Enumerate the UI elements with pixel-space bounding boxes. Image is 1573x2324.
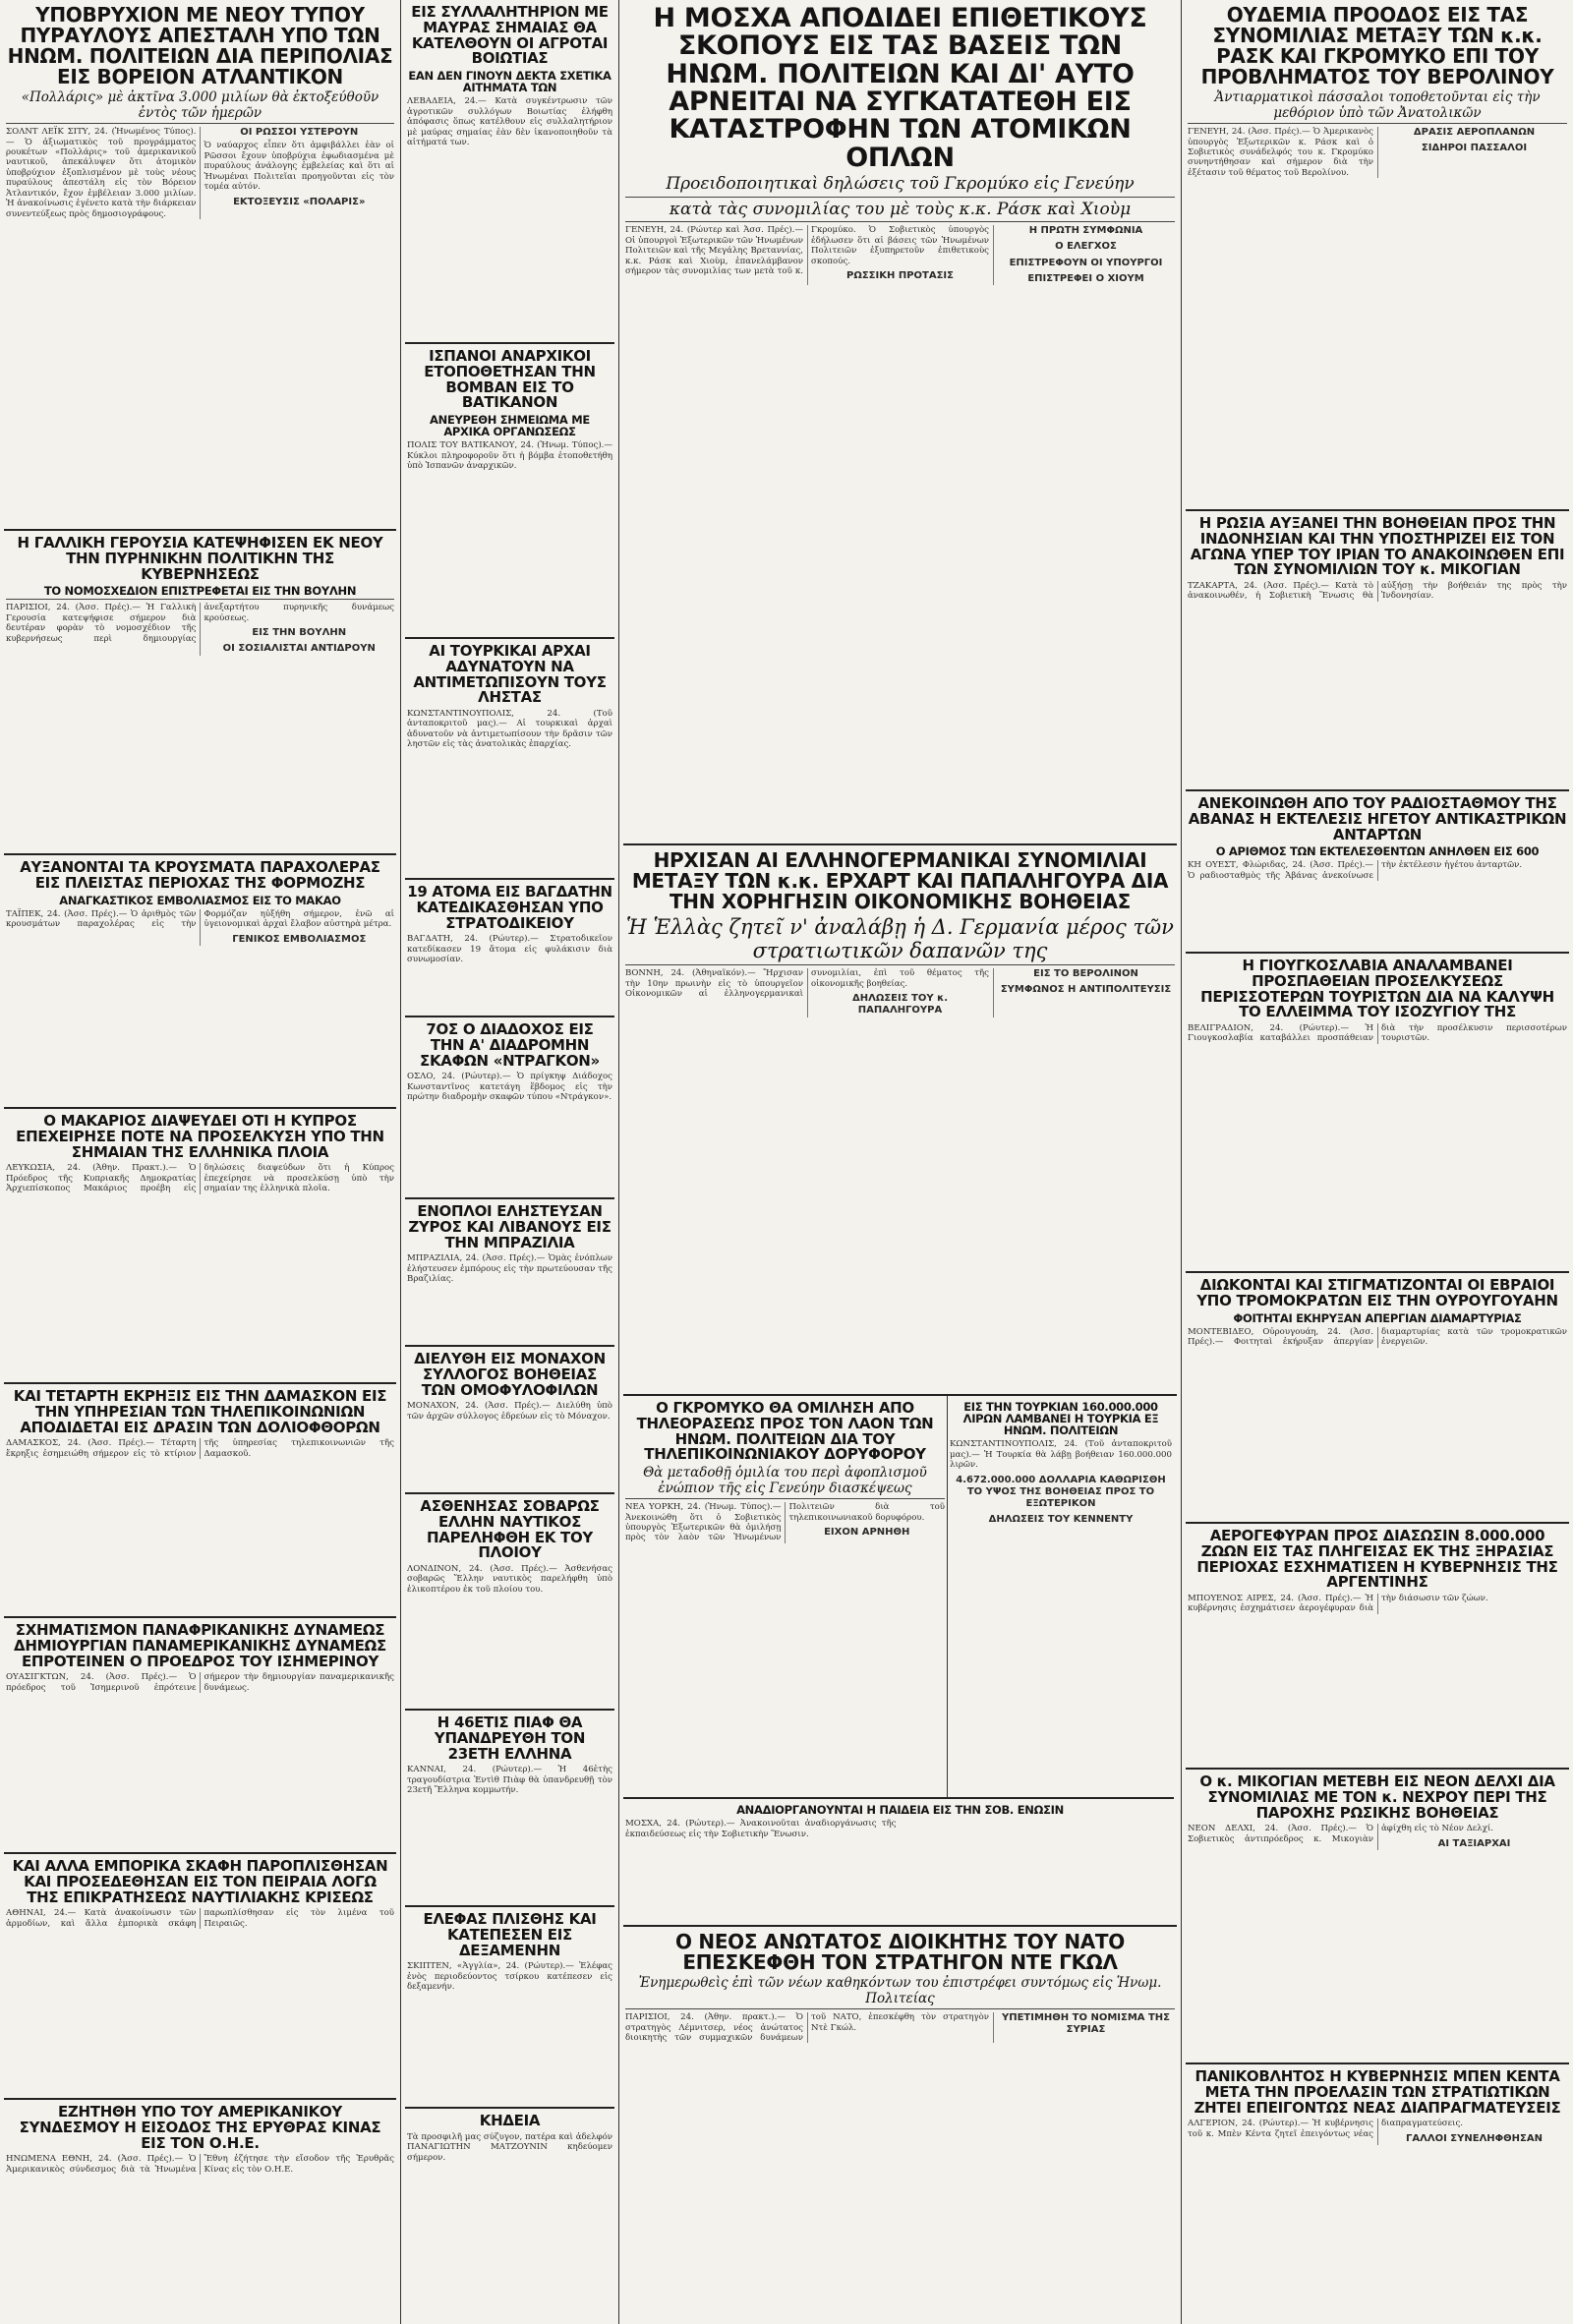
article-body: Τὰ προσφιλῆ μας σύζυγον, πατέρα καὶ ἀδελφόν ΠΑΝΑΓΙΩΤΗΝ ΜΑΤΖΟΥΝΙΝ κηδεύομεν σήμερον. [407, 2131, 612, 2163]
headline: Η ΡΩΣΙΑ ΑΥΞΑΝΕΙ ΤΗΝ ΒΟΗΘΕΙΑΝ ΠΡΟΣ ΤΗΝ ΙΝΔΟΝΗΣΙΑΝ ΚΑΙ ΤΗΝ ΥΠΟΣΤΗΡΙΖΕΙ ΕΙΣ ΤΟΝ ΑΓΩΝΑ ΥΠΕΡ ΤΟΥ ΙΡΙΑΝ ΤΟ ΑΝΑΚΟΙΝΩΘΕΝ ΕΠΙ ΤΩΝ ΣΥΝΟΜΙΛΙΩΝ ΤΟΥ κ. ΜΙΚΟΓΙΑΝ [1190, 514, 1565, 579]
article-piraeus-ships [4, 1854, 396, 2100]
headline: ΑΙ ΤΟΥΡΚΙΚΑΙ ΑΡΧΑΙ ΑΔΥΝΑΤΟΥΝ ΝΑ ΑΝΤΙΜΕΤΩΠΙΣΟΥΝ ΤΟΥΣ ΛΗΣΤΑΣ [413, 642, 607, 707]
article-body: ΜΟΝΑΧΟΝ, 24. (Ἀσσ. Πρές).— Διελύθη ὑπὸ τῶν ἀρχῶν σύλλογος ἐδρεύων εἰς τὸ Μόναχον. [407, 1401, 612, 1422]
headline: Ο ΝΕΟΣ ΑΝΩΤΑΤΟΣ ΔΙΟΙΚΗΤΗΣ ΤΟΥ ΝΑΤΟ ΕΠΕΣΚΕΦΘΗ ΤΟΝ ΣΤΡΑΤΗΓΟΝ ΝΤΕ ΓΚΩΛ [675, 1930, 1125, 1974]
headline: ΥΠΟΒΡΥΧΙΟΝ ΜΕ ΝΕΟΥ ΤΥΠΟΥ ΠΥΡΑΥΛΟΥΣ ΑΠΕΣΤΑΛΗ ΥΠΟ ΤΩΝ ΗΝΩΜ. ΠΟΛΙΤΕΙΩΝ ΔΙΑ ΠΕΡΙΠΟΛΙΑΣ ΕΙΣ ΒΟΡΕΙΟΝ ΑΤΛΑΝΤΙΚΟΝ [7, 3, 393, 88]
article-vatican-bomb [405, 344, 614, 639]
subheadline: ΑΝΑΓΚΑΣΤΙΚΟΣ ΕΜΒΟΛΙΑΣΜΟΣ ΕΙΣ ΤΟ ΜΑΚΑΟ [59, 893, 341, 907]
headline: Η ΜΟΣΧΑ ΑΠΟΔΙΔΕΙ ΕΠΙΘΕΤΙΚΟΥΣ ΣΚΟΠΟΥΣ ΕΙΣ ΤΑΣ ΒΑΣΕΙΣ ΤΩΝ ΗΝΩΜ. ΠΟΛΙΤΕΙΩΝ ΚΑΙ ΔΙ' ΑΥΤΟ ΑΡΝΕΙΤΑΙ ΝΑ ΣΥΓΚΑΤΑΤΕΘΗ ΕΙΣ ΚΑΤΑΣΤΡΟΦΗΝ ΤΩΝ ΑΤΟΜΙΚΩΝ ΟΠΛΩΝ [653, 3, 1147, 173]
subheadline: «Πολλάρις» μὲ ἀκτῖνα 3.000 μιλίων θὰ ἐκτοξεύθοῦν ἐντὸς τῶν ἡμερῶν [6, 90, 394, 124]
article-body: ΚΑΝΝΑΙ, 24. (Ρώυτερ).— Ἡ 46ἑτὴς τραγουδίστρια Ἐντὶθ Πιὰφ θὰ ὑπανδρευθῇ τὸν 23ετῆ Ἕλληνα κομμωτήν. [407, 1765, 612, 1796]
subheadline: ΤΟ ΝΟΜΟΣΧΕΔΙΟΝ ΕΠΙΣΤΡΕΦΕΤΑΙ ΕΙΣ ΤΗΝ ΒΟΥΛΗΝ [6, 585, 394, 600]
article-body: ΜΟΝΤΕΒΙΔΕΟ, Οὐρουγουάη, 24. (Ἀσσ. Πρές).— Φοιτηταὶ ἐκήρυξαν ἀπεργίαν διαμαρτυρίας κατὰ τῶν τρομοκρατικῶν ἐνεργειῶν. [1188, 1326, 1567, 1348]
article-body: ΝΕΟΝ ΔΕΛΧΙ, 24. (Ἀσσ. Πρές).— Ὁ Σοβιετικὸς ἀντιπρόεδρος κ. Μικογιὰν ἀφίχθη εἰς τὸ Νέον Δελχί. ΑΙ ΤΑΞΙΑΡΧΑΙ [1188, 1824, 1511, 1849]
headline: ΕΝΟΠΛΟΙ ΕΛΗΣΤΕΥΣΑΝ ΖΥΡΟΣ ΚΑΙ ΛΙΒΑΝΟΥΣ ΕΙΣ ΤΗΝ ΜΠΡΑΖΙΛΙΑ [408, 1202, 612, 1251]
article-yugoslavia-tourism [1186, 954, 1569, 1273]
headline: ΠΑΝΙΚΟΒΛΗΤΟΣ Η ΚΥΒΕΡΝΗΣΙΣ ΜΠΕΝ ΚΕΝΤΑ ΜΕΤΑ ΤΗΝ ΠΡΟΕΛΑΣΙΝ ΤΩΝ ΣΤΡΑΤΙΩΤΙΚΩΝ ΖΗΤΕΙ ΕΠΕΙΓΟΝΤΩΣ ΝΕΑΣ ΔΙΑΠΡΑΓΜΑΤΕΥΣΕΙΣ [1194, 2067, 1561, 2117]
subheadline-2: κατὰ τὰς συνομιλίας του μὲ τοὺς κ.κ. Ράσκ καὶ Χιοὺμ [625, 201, 1175, 223]
article-uruguay-jews [1186, 1273, 1569, 1524]
article-brasilia-robbery [405, 1199, 614, 1347]
article-nato-commander [623, 1927, 1177, 2324]
article-sailor [405, 1494, 614, 1711]
headline: ΗΡΧΙΣΑΝ ΑΙ ΕΛΛΗΝΟΓΕΡΜΑΝΙΚΑΙ ΣΥΝΟΜΙΛΙΑΙ ΜΕΤΑΞΥ ΤΩΝ κ.κ. ΕΡΧΑΡΤ ΚΑΙ ΠΑΠΑΛΗΓΟΥΡΑ ΔΙΑ ΤΗΝ ΧΟΡΗΓΗΣΙΝ ΟΙΚΟΝΟΜΙΚΗΣ ΒΟΗΘΕΙΑΣ [631, 848, 1169, 913]
article-baghdad [405, 880, 614, 1017]
article-body: ΚΗ ΟΥΕΣΤ, Φλώριδας, 24. (Ἀσσ. Πρές).— Ὁ ραδιοσταθμὸς τῆς Ἀβάνας ἀνεκοίνωσε τὴν ἐκτέλεσιν ἡγέτου ἀνταρτῶν. [1188, 860, 1523, 881]
article-dragon-race [405, 1017, 614, 1199]
subheadline: Θὰ μεταδοθῇ ὁμιλία του περὶ ἀφοπλισμοῦ ἐνώπιον τῆς εἰς Γενεύην διασκέψεως [625, 1466, 945, 1499]
article-body: ΚΩΝΣΤΑΝΤΙΝΟΥΠΟΛΙΣ, 24. (Τοῦ ἀνταποκριτοῦ μας).— Ἡ Τουρκία θὰ λάβῃ βοήθειαν 160.000.000 λιρῶν. 4.672.000.000 ΔΟΛΛΑΡΙΑ ΚΑΘΩΡΙΣΘΗ ΤΟ ΥΨΟΣ ΤΗΣ ΒΟΗΘΕΙΑΣ ΠΡΟΣ ΤΟ ΕΞΩΤΕΡΙΚΟΝ ΔΗΛΩΣΕΙΣ ΤΟΥ ΚΕΝΝΕΝΤΥ [950, 1439, 1172, 1526]
subheadline: Προειδοποιητικαὶ δηλώσεις τοῦ Γκρομύκο εἰς Γενεύην [625, 175, 1175, 198]
article-body: ΣΚΙΠΤΕΝ, «Ἀγγλία», 24. (Ρώυτερ).— Ἐλέφας ἐνὸς περιοδεύοντος τσίρκου κατέπεσεν εἰς δεξαμενήν. [407, 1961, 612, 1993]
subheadline: Ο ΑΡΙΘΜΟΣ ΤΩΝ ΕΚΤΕΛΕΣΘΕΝΤΩΝ ΑΝΗΛΘΕΝ ΕΙΣ 600 [1215, 844, 1540, 859]
article-havana [1186, 791, 1569, 954]
article-body: ΗΝΩΜΕΝΑ ΕΘΝΗ, 24. (Ἀσσ. Πρές).— Ὁ Ἀμερικανικὸς σύνδεσμος διὰ τὰ Ἡνωμένα Ἔθνη ἐζήτησε τὴν εἴσοδον τῆς Ἐρυθρᾶς Κίνας εἰς τὸν Ο.Η.Ε. [6, 2154, 394, 2175]
headline: ΔΙΕΛΥΘΗ ΕΙΣ ΜΟΝΑΧΟΝ ΣΥΛΛΟΓΟΣ ΒΟΗΘΕΙΑΣ ΤΩΝ ΟΜΟΦΥΛΟΦΙΛΩΝ [414, 1350, 606, 1399]
article-funeral-notice [405, 2109, 614, 2324]
subheadline: ΦΟΙΤΗΤΑΙ ΕΚΗΡΥΞΑΝ ΑΠΕΡΓΙΑΝ ΔΙΑΜΑΡΤΥΡΙΑΣ [1233, 1310, 1522, 1325]
headline: ΚΗΔΕΙΑ [479, 2112, 541, 2129]
article-greek-german-talks [623, 845, 1177, 1396]
article-munich-society [405, 1347, 614, 1494]
headline: Η 46ΕΤΙΣ ΠΙΑΦ ΘΑ ΥΠΑΝΔΡΕΥΘΗ ΤΟΝ 23ΕΤΗ ΕΛΛΗΝΑ [434, 1714, 586, 1763]
article-moscow-bases [623, 0, 1177, 845]
subheadline: Ἐνημερωθεὶς ἐπὶ τῶν νέων καθηκόντων του ἐπιστρέφει συντόμως εἰς Ἡνωμ. Πολιτείας [625, 1976, 1175, 2009]
headline: ΑΝΕΚΟΙΝΩΘΗ ΑΠΟ ΤΟΥ ΡΑΔΙΟΣΤΑΘΜΟΥ ΤΗΣ ΑΒΑΝΑΣ Η ΕΚΤΕΛΕΣΙΣ ΗΓΕΤΟΥ ΑΝΤΙΚΑΣΤΡΙΚΩΝ ΑΝΤΑΡΤΩΝ [1188, 794, 1567, 843]
article-turkey-aid [948, 1396, 1174, 1799]
headline: Ο ΜΑΚΑΡΙΟΣ ΔΙΑΨΕΥΔΕΙ ΟΤΙ Η ΚΥΠΡΟΣ ΕΠΕΧΕΙΡΗΣΕ ΠΟΤΕ ΝΑ ΠΡΟΣΕΛΚΥΣΗ ΥΠΟ ΤΗΝ ΣΗΜΑΙΑΝ ΤΗΣ ΕΛΛΗΝΙΚΑ ΠΛΟΙΑ [16, 1112, 384, 1161]
article-body: ΟΣΛΟ, 24. (Ρώυτερ).— Ὁ πρίγκηψ Διάδοχος Κωνσταντῖνος κατετάγη ἕβδομος εἰς τὴν πρώτην διαδρομὴν σκαφῶν τύπου «Ντράγκον». [407, 1072, 612, 1103]
article-argentina-airlift [1186, 1524, 1569, 1770]
article-body: ΜΠΟΥΕΝΟΣ ΑΙΡΕΣ, 24. (Ἀσσ. Πρές).— Ἡ κυβέρνησις ἐσχημάτισεν ἀερογέφυραν διὰ τὴν διάσωσιν τῶν ζώων. [1188, 1594, 1488, 1614]
article-piaf [405, 1711, 614, 1907]
subheadline: Ἀντιαρματικοὶ πάσσαλοι τοποθετοῦνται εἰς τὴν μεθόριον ὑπὸ τῶν Ἀνατολικῶν [1188, 90, 1567, 124]
headline: ΕΙΣ ΣΥΛΛΑΛΗΤΗΡΙΟΝ ΜΕ ΜΑΥΡΑΣ ΣΗΜΑΙΑΣ ΘΑ ΚΑΤΕΛΘΟΥΝ ΟΙ ΑΓΡΟΤΑΙ ΒΟΙΩΤΙΑΣ [411, 3, 609, 68]
headline: ΑΥΞΑΝΟΝΤΑΙ ΤΑ ΚΡΟΥΣΜΑΤΑ ΠΑΡΑΧΟΛΕΡΑΣ ΕΙΣ ΠΛΕΙΣΤΑΣ ΠΕΡΙΟΧΑΣ ΤΗΣ ΦΟΡΜΟΖΗΣ [20, 858, 380, 892]
article-red-china-un [4, 2100, 396, 2324]
article-berlin-talks [1186, 0, 1569, 511]
article-body: ΣΟΛΝΤ ΛΕΪΚ ΣΙΤΥ, 24. (Ἡνωμένος Τύπος).— Ὁ ἀξιωματικὸς τοῦ προγράμματος ρουκέτων «Πολλάρις» τοῦ ἀμερικανικοῦ ναυτικοῦ, ἀπεκάλυψεν ὅτι ἀτομικὸν ὑποβρύχιον ἐξοπλισμένον μὲ τοὺς νέους πυραύλους ἀπεστάλη εἰς τὸν Βόρειον Ἀτλαντικόν, ἔχον ἐμβέλειαν 3.000 μιλίων. Ἡ ἀνακοίνωσις ἐγένετο κατὰ τὴν διάρκειαν συνεντεύξεως πρὸς δημοσιογράφους. ΟΙ ΡΩΣΣΟΙ ΥΣΤΕΡΟΥΝ Ὁ ναύαρχος εἶπεν ὅτι ἀμφιβάλλει ἐὰν οἱ Ρῶσσοι ἔχουν ὑποβρύχια ἐφωδιασμένα μὲ πυραύλους ἀνάλογης ἐμβελείας καὶ ὅτι αἱ Ἡνωμέναι Πολιτεῖαι προηγοῦνται εἰς τὸν τομέα αὐτόν. ΕΚΤΟΞΕΥΣΙΣ «ΠΟΛΑΡΙΣ» [6, 127, 394, 219]
article-body: ΛΟΝΔΙΝΟΝ, 24. (Ἀσσ. Πρές).— Ἀσθενήσας σοβαρῶς Ἕλλην ναυτικὸς παρελήφθη ὑπὸ ἐλικοπτέρου ἐκ τοῦ πλοίου του. [407, 1564, 612, 1595]
headline: Η ΓΑΛΛΙΚΗ ΓΕΡΟΥΣΙΑ ΚΑΤΕΨΗΦΙΣΕΝ ΕΚ ΝΕΟΥ ΤΗΝ ΠΥΡΗΝΙΚΗΝ ΠΟΛΙΤΙΚΗΝ ΤΗΣ ΚΥΒΕΡΝΗΣΕΩΣ [17, 534, 383, 583]
article-elephant [405, 1907, 614, 2109]
article-body: ΠΑΡΙΣΙΟΙ, 24. (Ἀθην. πρακτ.).— Ὁ στρατηγὸς Λέμνιτσερ, νέος ἀνώτατος διοικητὴς τῶν συμμαχικῶν δυνάμεων τοῦ ΝΑΤΟ, ἐπεσκέφθη τὸν στρατηγὸν Ντὲ Γκώλ. ΥΠΕΤΙΜΗΘΗ ΤΟ ΝΟΜΙΣΜΑ ΤΗΣ ΣΥΡΙΑΣ [625, 2012, 1171, 2043]
column-1 [0, 0, 401, 2324]
article-body: ΚΩΝΣΤΑΝΤΙΝΟΥΠΟΛΙΣ, 24. (Τοῦ ἀνταποκριτοῦ μας).— Αἱ τουρκικαὶ ἀρχαὶ ἀδυνατοῦν νὰ ἀντιμετωπίσουν τὴν δρᾶσιν τῶν ληστῶν εἰς τὰς ἀνατολικὰς ἐπαρχίας. [407, 709, 612, 750]
headline: ΕΖΗΤΗΘΗ ΥΠΟ ΤΟΥ ΑΜΕΡΙΚΑΝΙΚΟΥ ΣΥΝΔΕΣΜΟΥ Η ΕΙΣΟΔΟΣ ΤΗΣ ΕΡΥΘΡΑΣ ΚΙΝΑΣ ΕΙΣ ΤΟΝ Ο.Η.Ε. [19, 2103, 381, 2152]
article-body: ΛΕΒΑΔΕΙΑ, 24.— Κατὰ συγκέντρωσιν τῶν ἀγροτικῶν συλλόγων Βοιωτίας ἐλήφθη ἀπόφασις ὅπως κατέλθουν εἰς συλλαλητήριον μὲ μαύρας σημαίας ἐὰν δὲν ἱκανοποιηθοῦν τὰ αἰτήματά των. [407, 96, 612, 148]
article-gromyko-tv [623, 1396, 948, 1799]
headline: ΕΙΣ ΤΗΝ ΤΟΥΡΚΙΑΝ 160.000.000 ΛΙΡΩΝ ΛΑΜΒΑΝΕΙ Η ΤΟΥΡΚΙΑ ΕΞ ΗΝΩΜ. ΠΟΛΙΤΕΙΩΝ [962, 1400, 1159, 1438]
article-soviet-education [623, 1799, 1177, 1927]
article-body: ΒΟΝΝΗ, 24. (Ἀθηναϊκόν).— Ἤρχισαν τὴν 10ην πρωινὴν εἰς τὸ ὑπουργεῖον Οἰκονομικῶν αἱ ἑλληνογερμανικαὶ συνομιλίαι, ἐπὶ τοῦ θέματος τῆς οἰκονομικῆς βοηθείας. ΔΗΛΩΣΕΙΣ ΤΟΥ κ. ΠΑΠΑΛΗΓΟΥΡΑ ΕΙΣ ΤΟ ΒΕΡΟΛΙΝΟΝ ΣΥΜΦΩΝΟΣ Η ΑΝΤΙΠΟΛΙΤΕΥΣΙΣ [625, 968, 1172, 1017]
headline: ΚΑΙ ΤΕΤΑΡΤΗ ΕΚΡΗΞΙΣ ΕΙΣ ΤΗΝ ΔΑΜΑΣΚΟΝ ΕΙΣ ΤΗΝ ΥΠΗΡΕΣΙΑΝ ΤΩΝ ΤΗΛΕΠΙΚΟΙΝΩΝΙΩΝ ΑΠΟΔΙΔΕΤΑΙ ΕΙΣ ΔΡΑΣΙΝ ΤΩΝ ΔΟΛΙΟΦΘΟΡΩΝ [13, 1387, 387, 1436]
article-body: ΓΕΝΕΥΗ, 24. (Ρώυτερ καὶ Ἀσσ. Πρές).— Οἱ ὑπουργοὶ Ἐξωτερικῶν τῶν Ἡνωμένων Πολιτειῶν καὶ τῆς Μεγάλης Βρεταννίας, κ.κ. Ράσκ καὶ Χιοὺμ, ἐπανελάμβανον σήμερον τὰς συνομιλίας των μετὰ τοῦ κ. Γκρομύκο. Ὁ Σοβιετικὸς ὑπουργὸς ἐδήλωσεν ὅτι αἱ βάσεις τῶν Ἡνωμένων Πολιτειῶν ἐξυπηρετοῦν ἐπιθετικοὺς σκοπούς. ΡΩΣΣΙΚΗ ΠΡΟΤΑΣΙΣ Η ΠΡΩΤΗ ΣΥΜΦΩΝΙΑ Ο ΕΛΕΓΧΟΣ ΕΠΙΣΤΡΕΦΟΥΝ ΟΙ ΥΠΟΥΡΓΟΙ ΕΠΙΣΤΡΕΦΕΙ Ο ΧΙΟΥΜ [625, 225, 1163, 284]
article-body: ΤΖΑΚΑΡΤΑ, 24. (Ἀσσ. Πρές).— Κατὰ τὸ ἀνακοινωθέν, ἡ Σοβιετικὴ Ἕνωσις θὰ αὐξήσῃ τὴν βοήθειάν της πρὸς τὴν Ἰνδονησίαν. [1188, 581, 1567, 602]
subheadline: ΑΝΕΥΡΕΘΗ ΣΗΜΕΙΩΜΑ ΜΕ ΑΡΧΙΚΑ ΟΡΓΑΝΩΣΕΩΣ [430, 413, 590, 439]
headline: ΟΥΔΕΜΙΑ ΠΡΟΟΔΟΣ ΕΙΣ ΤΑΣ ΣΥΝΟΜΙΛΙΑΣ ΜΕΤΑΞΥ ΤΩΝ κ.κ. ΡΑΣΚ ΚΑΙ ΓΚΡΟΜΥΚΟ ΕΠΙ ΤΟΥ ΠΡΟΒΛΗΜΑΤΟΣ ΤΟΥ ΒΕΡΟΛΙΝΟΥ [1200, 3, 1554, 88]
headline: ΕΛΕΦΑΣ ΠΛΙΣΘΗΣ ΚΑΙ ΚΑΤΕΠΕΣΕΝ ΕΙΣ ΔΕΞΑΜΕΝΗΝ [423, 1910, 597, 1959]
headline: ΚΑΙ ΑΛΛΑ ΕΜΠΟΡΙΚΑ ΣΚΑΦΗ ΠΑΡΟΠΛΙΣΘΗΣΑΝ ΚΑΙ ΠΡΟΣΕΔΕΘΗΣΑΝ ΕΙΣ ΤΟΝ ΠΕΙΡΑΙΑ ΛΟΓΩ ΤΗΣ ΕΠΙΚΡΑΤΗΣΕΩΣ ΝΑΥΤΙΛΙΑΚΗΣ ΚΡΙΣΕΩΣ [12, 1857, 388, 1906]
article-body: ΑΛΓΕΡΙΟΝ, 24. (Ρώυτερ).— Ἡ κυβέρνησις τοῦ κ. Μπὲν Κέντα ζητεῖ ἐπειγόντως νέας διαπραγματεύσεις. ΓΑΛΛΟΙ ΣΥΝΕΛΗΦΘΗΣΑΝ [1188, 2119, 1543, 2144]
subheadline: ΕΑΝ ΔΕΝ ΓΙΝΟΥΝ ΔΕΚΤΑ ΣΧΕΤΙΚΑ ΑΙΤΗΜΑΤΑ ΤΩΝ [408, 69, 612, 95]
article-ben-khedda [1186, 2064, 1569, 2324]
article-body: ΛΕΥΚΩΣΙΑ, 24. (Ἀθην. Πρακτ.).— Ὁ Πρόεδρος τῆς Κυπριακῆς Δημοκρατίας Ἀρχιεπίσκοπος Μακάριος προέβη εἰς δηλώσεις διαψεύδων ὅτι ἡ Κύπρος ἐπεχείρησε νὰ προσελκύσῃ ὑπὸ τὴν σημαίαν της ἑλληνικὰ πλοῖα. [6, 1163, 394, 1194]
article-russia-indonesia [1186, 511, 1569, 791]
article-body: ΜΠΡΑΖΙΛΙΑ, 24. (Ἀσσ. Πρές).— Ὁμὰς ἐνόπλων ἐλήστευσεν ἐμπόρους εἰς τὴν πρωτεύουσαν τῆς Βραζιλίας. [407, 1253, 612, 1285]
article-damascus-explosion [4, 1384, 396, 1618]
article-body: ΠΟΛΙΣ ΤΟΥ ΒΑΤΙΚΑΝΟΥ, 24. (Ἡνωμ. Τύπος).— Κύκλοι πληροφοροῦν ὅτι ἡ βόμβα ἐτοποθετήθη ὑπὸ Ἱσπανῶν ἀναρχικῶν. [407, 440, 612, 472]
subheadline: Ἡ Ἑλλὰς ζητεῖ ν' ἀναλάβῃ ἡ Δ. Γερμανία μέρος τῶν στρατιωτικῶν δαπανῶν της [625, 915, 1175, 965]
article-makarios [4, 1109, 396, 1384]
article-body: ΤΑΪΠΕΚ, 24. (Ἀσσ. Πρές).— Ὁ ἀριθμὸς τῶν κρουσμάτων παραχολέρας εἰς τὴν Φορμόζαν ηὐξήθη σήμερον, ἐνῶ αἱ ὑγειονομικαὶ ἀρχαὶ ἔλαβον αὐστηρὰ μέτρα. ΓΕΝΙΚΟΣ ΕΜΒΟΛΙΑΣΜΟΣ [6, 908, 394, 945]
article-mikoyan-delhi [1186, 1770, 1569, 2064]
article-boeotia-farmers [405, 0, 614, 344]
article-panamerican-force [4, 1618, 396, 1854]
article-body: ΜΟΣΧΑ, 24. (Ρώυτερ).— Ἀνακοινοῦται ἀναδιοργάνωσις τῆς ἐκπαιδεύσεως εἰς τὴν Σοβιετικὴν Ἕνωσιν. [625, 1819, 897, 1839]
article-body: ΒΕΛΙΓΡΑΔΙΟΝ, 24. (Ρώυτερ).— Ἡ Γιουγκοσλαβία καταβάλλει προσπάθειαν διὰ τὴν προσέλκυσιν περισσοτέρων τουριστῶν. [1188, 1023, 1567, 1044]
article-body: ΔΑΜΑΣΚΟΣ, 24. (Ἀσσ. Πρές).— Τέταρτη ἔκρηξις ἐσημειώθη σήμερον εἰς τὸ κτίριον τῆς ὑπηρεσίας τηλεπικοινωνιῶν τῆς Δαμασκοῦ. [6, 1438, 394, 1459]
article-submarine [4, 0, 396, 531]
article-body: ΓΕΝΕΥΗ, 24. (Ἀσσ. Πρές).— Ὁ Ἀμερικανὸς ὑπουργὸς Ἐξωτερικῶν κ. Ράσκ καὶ ὁ Σοβιετικὸς συνάδελφός του κ. Γκρομύκο συνηντήθησαν καὶ σήμερον διὰ τὴν ἐξέτασιν τοῦ θέματος τοῦ Βερολίνου. ΔΡΑΣΙΣ ΑΕΡΟΠΛΑΝΩΝ ΣΙΔΗΡΟΙ ΠΑΣΣΑΛΟΙ [1188, 127, 1536, 178]
headline: ΙΣΠΑΝΟΙ ΑΝΑΡΧΙΚΟΙ ΕΤΟΠΟΘΕΤΗΣΑΝ ΤΗΝ ΒΟΜΒΑΝ ΕΙΣ ΤΟ ΒΑΤΙΚΑΝΟΝ [424, 347, 596, 412]
article-turkish-bandits [405, 639, 614, 880]
headline: ΑΕΡΟΓΕΦΥΡΑΝ ΠΡΟΣ ΔΙΑΣΩΣΙΝ 8.000.000 ΖΩΩΝ ΕΙΣ ΤΑΣ ΠΛΗΓΕΙΣΑΣ ΕΚ ΤΗΣ ΞΗΡΑΣΙΑΣ ΠΕΡΙΟΧΑΣ ΕΣΧΗΜΑΤΙΣΕΝ Η ΚΥΒΕΡΝΗΣΙΣ ΤΗΣ ΑΡΓΕΝΤΙΝΗΣ [1196, 1527, 1558, 1592]
headline: ΣΧΗΜΑΤΙΣΜΟΝ ΠΑΝΑΦΡΙΚΑΝΙΚΗΣ ΔΥΝΑΜΕΩΣ ΔΗΜΙΟΥΡΓΙΑΝ ΠΑΝΑΜΕΡΙΚΑΝΙΚΗΣ ΔΥΝΑΜΕΩΣ ΕΠΡΟΤΕΙΝΕΝ Ο ΠΡΟΕΔΡΟΣ ΤΟΥ ΙΣΗΜΕΡΙΝΟΥ [14, 1621, 386, 1670]
column-3 [619, 0, 1182, 2324]
headline: ΑΝΑΔΙΟΡΓΑΝΟΥΝΤΑΙ Η ΠΑΙΔΕΙΑ ΕΙΣ ΤΗΝ ΣΟΒ. ΕΝΩΣΙΝ [736, 1803, 1064, 1817]
headline: 7ΟΣ Ο ΔΙΑΔΟΧΟΣ ΕΙΣ ΤΗΝ Α' ΔΙΑΔΡΟΜΗΝ ΣΚΑΦΩΝ «ΝΤΡΑΓΚΟΝ» [420, 1020, 600, 1070]
article-body: ΠΑΡΙΣΙΟΙ, 24. (Ἀσσ. Πρές).— Ἡ Γαλλικὴ Γερουσία κατεψήφισε σήμερον διὰ δευτέραν φορὰν τὸ νομοσχέδιον τῆς κυβερνήσεως περὶ δημιουργίας ἀνεξαρτήτου πυρηνικῆς δυνάμεως κρούσεως. ΕΙΣ ΤΗΝ ΒΟΥΛΗΝ ΟΙ ΣΟΣΙΑΛΙΣΤΑΙ ΑΝΤΙΔΡΟΥΝ [6, 603, 394, 655]
headline: 19 ΑΤΟΜΑ ΕΙΣ ΒΑΓΔΑΤΗΝ ΚΑΤΕΔΙΚΑΣΘΗΣΑΝ ΥΠΟ ΣΤΡΑΤΟΔΙΚΕΙΟΥ [407, 883, 612, 932]
headline: Η ΓΙΟΥΓΚΟΣΛΑΒΙΑ ΑΝΑΛΑΜΒΑΝΕΙ ΠΡΟΣΠΑΘΕΙΑΝ ΠΡΟΣΕΛΚΥΣΕΩΣ ΠΕΡΙΣΣΟΤΕΡΩΝ ΤΟΥΡΙΣΤΩΝ ΔΙΑ ΝΑ ΚΑΛΥΨΗ ΤΟ ΕΛΛΕΙΜΜΑ ΤΟΥ ΙΣΟΖΥΓΙΟΥ ΤΗΣ [1200, 957, 1554, 1021]
headline: ΔΙΩΚΟΝΤΑΙ ΚΑΙ ΣΤΙΓΜΑΤΙΖΟΝΤΑΙ ΟΙ ΕΒΡΑΙΟΙ ΥΠΟ ΤΡΟΜΟΚΡΑΤΩΝ ΕΙΣ ΤΗΝ ΟΥΡΟΥΓΟΥΑΗΝ [1196, 1276, 1558, 1309]
article-formosa-cholera [4, 855, 396, 1109]
column-4 [1182, 0, 1573, 2324]
article-body: ΝΕΑ ΥΟΡΚΗ, 24. (Ἡνωμ. Τύπος).— Ἀνεκοινώθη ὅτι ὁ Σοβιετικὸς ὑπουργὸς Ἐξωτερικῶν θὰ ὁμιλήσῃ πρὸς τὸν λαὸν τῶν Ἡνωμένων Πολιτειῶν διὰ τοῦ τηλεπικοινωνιακοῦ δορυφόρου. ΕΙΧΟΝ ΑΡΝΗΘΗ [625, 1502, 945, 1543]
headline: Ο ΓΚΡΟΜΥΚΟ ΘΑ ΟΜΙΛΗΣΗ ΑΠΟ ΤΗΛΕΟΡΑΣΕΩΣ ΠΡΟΣ ΤΟΝ ΛΑΟΝ ΤΩΝ ΗΝΩΜ. ΠΟΛΙΤΕΙΩΝ ΔΙΑ ΤΟΥ ΤΗΛΕΠΙΚΟΙΝΩΝΙΑΚΟΥ ΔΟΡΥΦΟΡΟΥ [636, 1399, 934, 1464]
headline: Ο κ. ΜΙΚΟΓΙΑΝ ΜΕΤΕΒΗ ΕΙΣ ΝΕΟΝ ΔΕΛΧΙ ΔΙΑ ΣΥΝΟΜΙΛΙΑΣ ΜΕ ΤΟΝ κ. ΝΕΧΡΟΥ ΠΕΡΙ ΤΗΣ ΠΑΡΟΧΗΣ ΡΩΣΙΚΗΣ ΒΟΗΘΕΙΑΣ [1199, 1772, 1555, 1822]
column-2 [401, 0, 619, 2324]
article-french-senate [4, 531, 396, 855]
article-body: ΟΥΑΣΙΓΚΤΩΝ, 24. (Ἀσσ. Πρές).— Ὁ πρόεδρος τοῦ Ἰσημερινοῦ ἐπρότεινε σήμερον τὴν δημιουργίαν παναμερικανικῆς δυνάμεως. [6, 1672, 394, 1693]
article-body: ΑΘΗΝΑΙ, 24.— Κατὰ ἀνακοίνωσιν τῶν ἁρμοδίων, καὶ ἄλλα ἐμπορικὰ σκάφη παρωπλίσθησαν εἰς τὸν λιμένα τοῦ Πειραιῶς. [6, 1908, 394, 1929]
headline: ΑΣΘΕΝΗΣΑΣ ΣΟΒΑΡΩΣ ΕΛΛΗΝ ΝΑΥΤΙΚΟΣ ΠΑΡΕΛΗΦΘΗ ΕΚ ΤΟΥ ΠΛΟΙΟΥ [420, 1497, 600, 1562]
article-body: ΒΑΓΔΑΤΗ, 24. (Ρώυτερ).— Στρατοδικεῖον κατεδίκασεν 19 ἄτομα εἰς φυλάκισιν διὰ συνωμοσίαν. [407, 934, 612, 965]
